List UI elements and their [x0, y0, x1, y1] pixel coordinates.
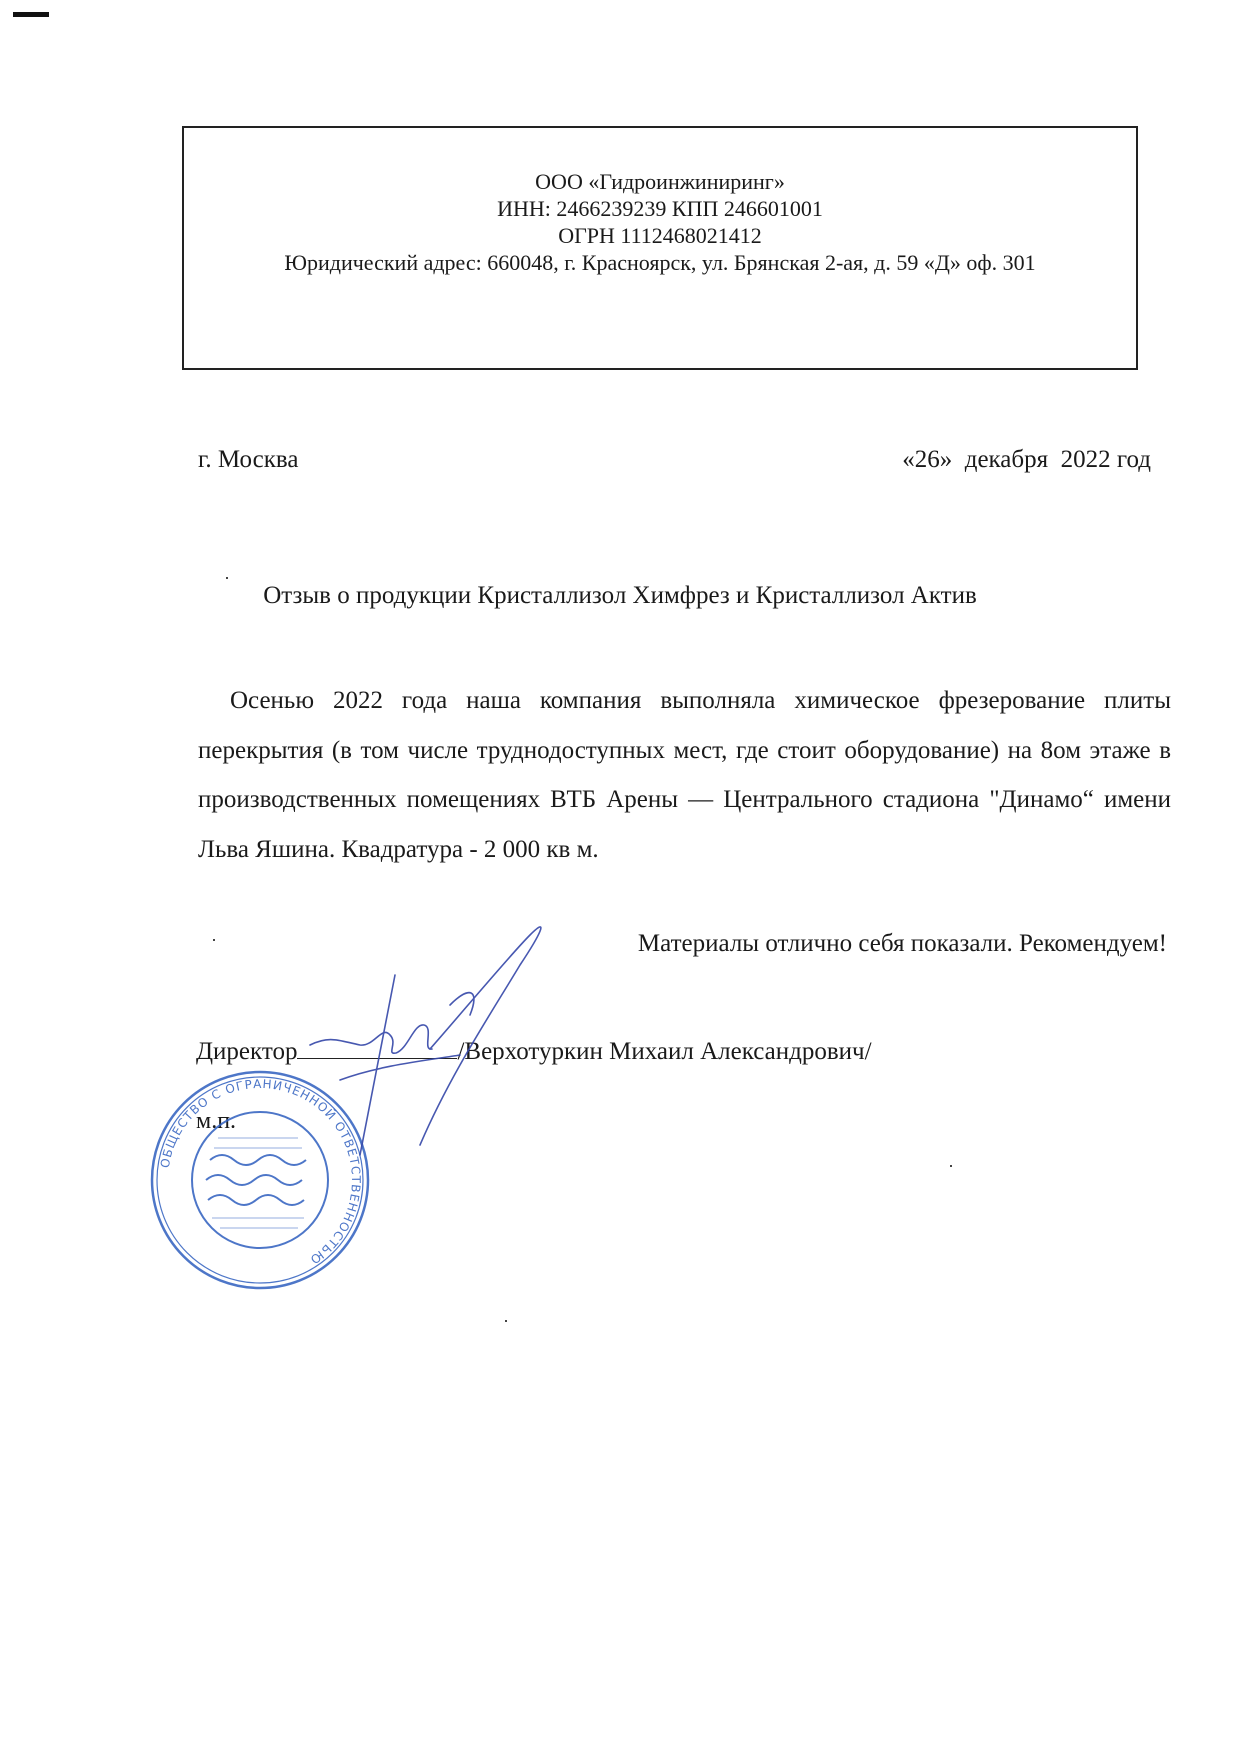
- closing-recommendation: Материалы отлично себя показали. Рекомендуем!: [637, 930, 1167, 957]
- company-ogrn: ОГРН 1112468021412: [558, 223, 762, 248]
- seal-placeholder-label: м.п.: [196, 1108, 237, 1134]
- signer-position: Директор: [196, 1038, 298, 1065]
- body-paragraph: Осенью 2022 года наша компания выполняла химическое фрезерование плиты перекрытия (в том числе труднодоступных мест, где стоит оборудование) на 8ом этаже в производственных помещениях ВТБ Арены — Центрального стадиона "Динамо“ имени Льва Яшина. Квадратура - 2 000 кв м.: [198, 687, 1171, 863]
- scan-corner-mark: [13, 12, 49, 17]
- document-title: Отзыв о продукции Кристаллизол Химфрез и Кристаллизол Актив: [263, 582, 977, 609]
- letterhead-box: [182, 126, 1138, 370]
- company-stamp-icon: [148, 1068, 372, 1292]
- company-name: ООО «Гидроинжиниринг»: [535, 169, 785, 194]
- company-inn-kpp: ИНН: 2466239239 КПП 246601001: [497, 196, 823, 221]
- document-place: г. Москва: [198, 446, 299, 473]
- signer-name: /Верхотуркин Михаил Александрович/: [457, 1038, 872, 1065]
- document-date: «26» декабря 2022 год: [902, 446, 1151, 473]
- stamp-outer-text: ОБЩЕСТВО С ОГРАНИЧЕННОЙ ОТВЕТСТВЕННОСТЬЮ: [157, 1076, 364, 1268]
- company-address: Юридический адрес: 660048, г. Красноярск, ул. Брянская 2-ая, д. 59 «Д» оф. 301: [284, 250, 1036, 275]
- scan-speck: [213, 939, 215, 941]
- signature-line: [196, 1036, 872, 1066]
- signature-blank: [297, 1036, 457, 1059]
- scan-speck: [505, 1320, 507, 1322]
- scan-speck: [950, 1165, 952, 1167]
- scan-speck: [226, 577, 228, 579]
